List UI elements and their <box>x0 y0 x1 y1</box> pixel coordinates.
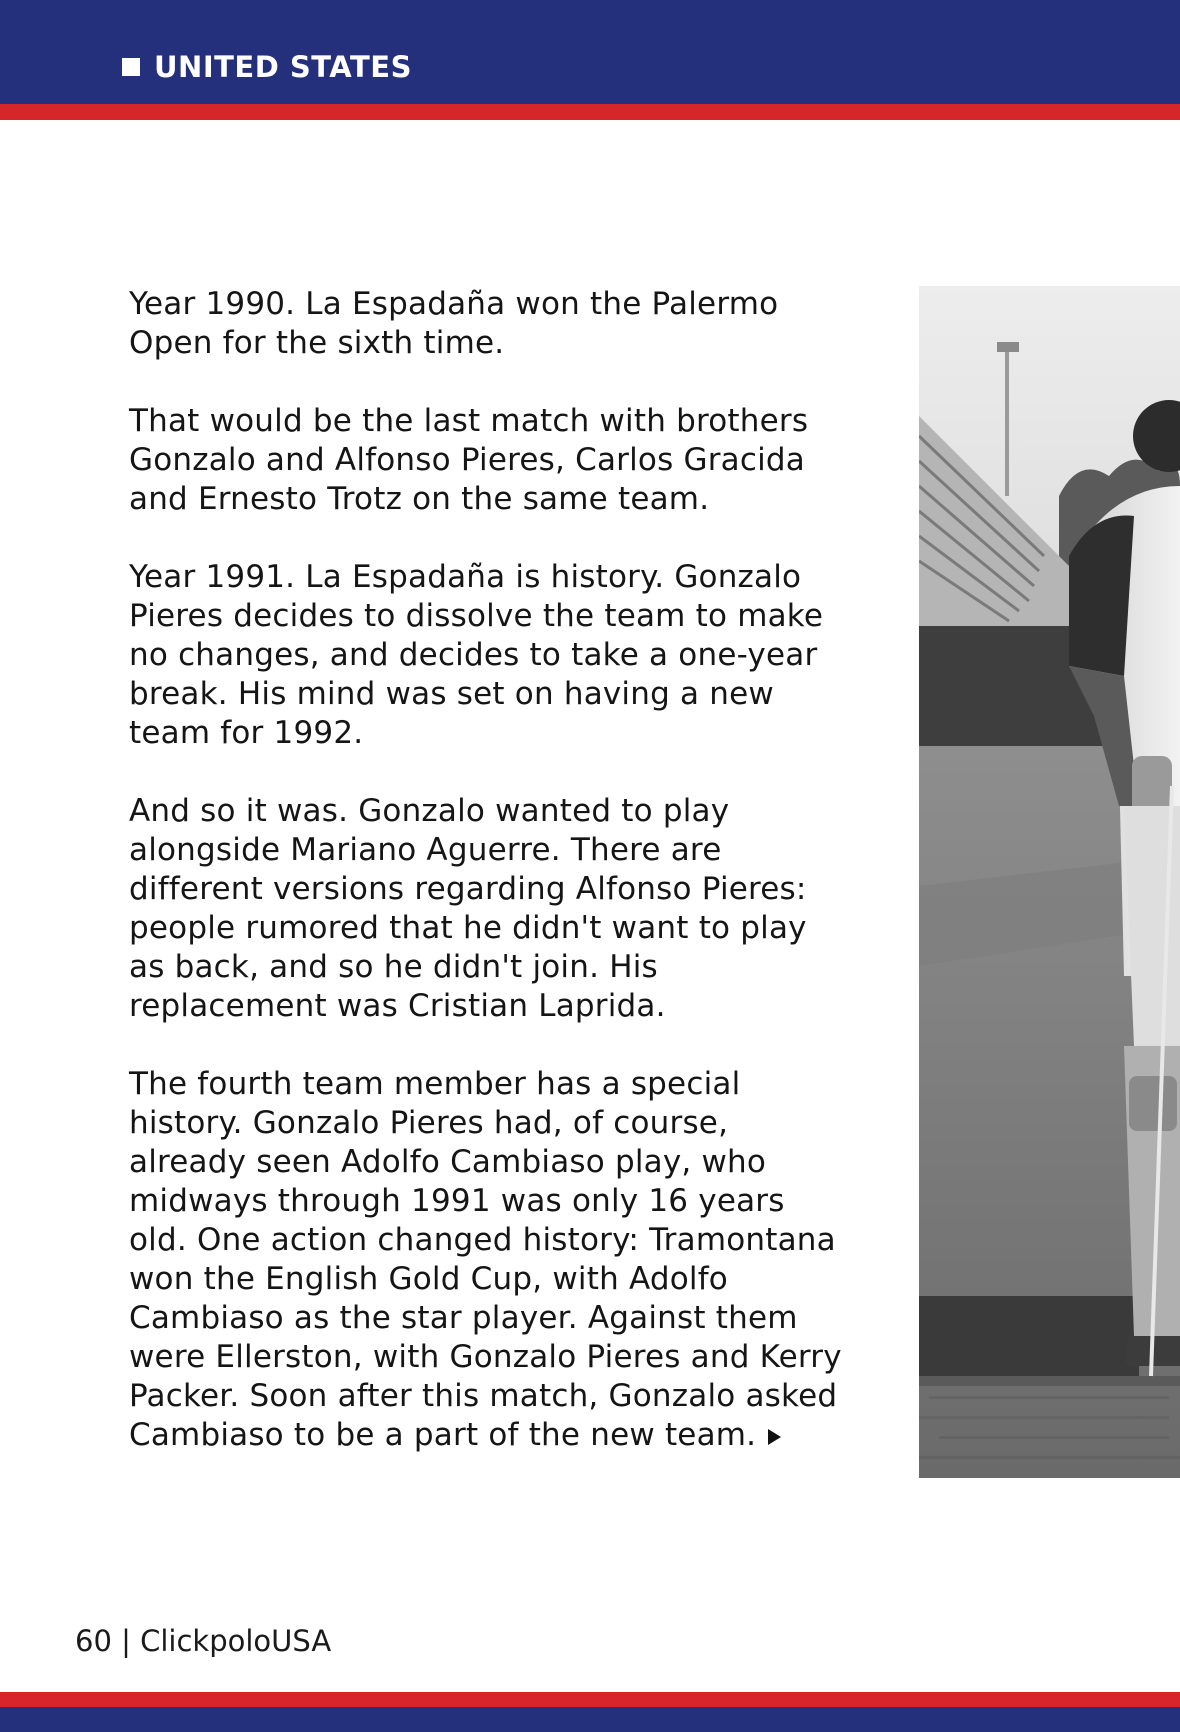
footer-band <box>0 1707 1180 1732</box>
page-footer-label: 60 | ClickpoloUSA <box>75 1624 332 1658</box>
section-title: UNITED STATES <box>154 50 412 84</box>
paragraph-2: That would be the last match with brothers Gonzalo and Alfonso Pieres, Carlos Gracida and Ernesto Trotz on the same team. <box>129 403 809 517</box>
square-bullet-icon <box>122 58 140 76</box>
paragraph-1: Year 1990. La Espadaña won the Palermo Open for the sixth time. <box>129 286 779 361</box>
paragraph-5-text: The fourth team member has a special history. Gonzalo Pieres had, of course, already seen Adolfo Cambiaso play, who midways through 1991 was only 16 years old. One action changed history: Tramontana won the English Gold Cup, with Adolfo Cambiaso as the star player. Against them were Ellerston, with Gonzalo Pieres and Kerry Packer. Soon after this match, Gonzalo asked Cambiaso to be a part of the new team. <box>129 1066 842 1453</box>
footer-red-stripe <box>0 1692 1180 1707</box>
paragraph-5 <box>129 1065 849 1455</box>
paragraph-3: Year 1991. La Espadaña is history. Gonzalo Pieres decides to dissolve the team to make no changes, and decides to take a one-year break. His mind was set on having a new team for 1992. <box>129 559 824 751</box>
article-body <box>129 285 849 1455</box>
header-red-stripe <box>0 104 1180 120</box>
paragraph-4: And so it was. Gonzalo wanted to play alongside Mariano Aguerre. There are different versions regarding Alfonso Pieres: people rumored that he didn't want to play as back, and so he didn't join. His replacement was Cristian Laprida. <box>129 793 807 1024</box>
play-triangle-icon <box>768 1429 781 1445</box>
polo-player-photo <box>919 286 1180 1478</box>
photo-illustration <box>919 286 1180 1478</box>
section-label <box>122 50 412 84</box>
